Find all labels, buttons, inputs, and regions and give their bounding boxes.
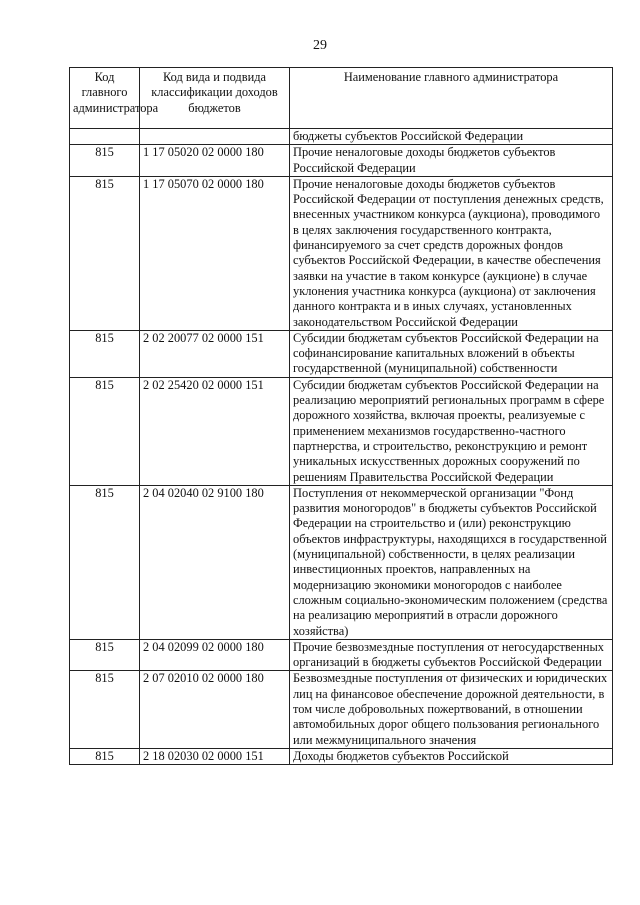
row-admin-name: Прочие неналоговые доходы бюджетов субъектов Российской Федерации от поступления денежных средств, внесенных участником конкурса (аукциона), проводимого в целях заключения государственного контракта, финансируемого за счет средств дорожных фондов субъектов Российской Федерации, в качестве обеспечения заявки на участие в таком конкурсе (аукционе) в случае уклонения участника конкурса (аукциона) от заключения данного контракта и в иных случаях, установленных законодательством Российской Федерации — [290, 176, 613, 330]
row-income-code: 2 04 02040 02 9100 180 — [140, 485, 290, 639]
table-row — [70, 671, 613, 748]
table-row — [70, 145, 613, 177]
row-admin-name: Поступления от некоммерческой организации "Фонд развития моногородов" в бюджеты субъектов Российской Федерации на строительство и (или) реконструкцию объектов инфраструктуры, находящихся в государственной (муниципальной) собственности, в целях реализации инвестиционных проектов, направленных на модернизацию экономики моногородов с наиболее сложным социально-экономическим положением (средства на реализацию мероприятий в отрасли дорожного хозяйства) — [290, 485, 613, 639]
row-income-code: 1 17 05070 02 0000 180 — [140, 176, 290, 330]
header-income-code: Код вида и подвида классификации доходов бюджетов — [140, 68, 290, 129]
row-admin-name: Прочие неналоговые доходы бюджетов субъектов Российской Федерации — [290, 145, 613, 177]
row-admin-code: 815 — [70, 176, 140, 330]
row-income-code: 2 04 02099 02 0000 180 — [140, 639, 290, 671]
row-admin-name: Прочие безвозмездные поступления от негосударственных организаций в бюджеты субъектов Российской Федерации — [290, 639, 613, 671]
row-admin-code: 815 — [70, 671, 140, 748]
continuation-code-cell — [140, 129, 290, 145]
row-income-code: 2 18 02030 02 0000 151 — [140, 748, 290, 764]
row-admin-code: 815 — [70, 145, 140, 177]
table-row — [70, 176, 613, 330]
header-admin-name: Наименование главного администратора — [290, 68, 613, 129]
row-income-code: 2 07 02010 02 0000 180 — [140, 671, 290, 748]
row-admin-code: 815 — [70, 377, 140, 485]
header-admin-code: Код главного администратора — [70, 68, 140, 129]
continuation-row — [70, 129, 613, 145]
row-income-code: 2 02 25420 02 0000 151 — [140, 377, 290, 485]
row-admin-name: Субсидии бюджетам субъектов Российской Федерации на реализацию мероприятий региональных программ в сфере дорожного хозяйства, включая проекты, реализуемые с применением механизмов государственно-частного партнерства, и строительство, реконструкцию и ремонт уникальных искусственных дорожных сооружений по решениям Правительства Российской Федерации — [290, 377, 613, 485]
row-income-code: 2 02 20077 02 0000 151 — [140, 330, 290, 377]
row-admin-code: 815 — [70, 748, 140, 764]
table-row — [70, 330, 613, 377]
row-admin-name: Субсидии бюджетам субъектов Российской Федерации на софинансирование капитальных вложений в объекты государственной (муниципальной) собственности — [290, 330, 613, 377]
row-admin-code: 815 — [70, 485, 140, 639]
table-header-row — [70, 68, 613, 129]
continuation-admin-cell — [70, 129, 140, 145]
row-admin-code: 815 — [70, 639, 140, 671]
row-admin-code: 815 — [70, 330, 140, 377]
table-row — [70, 639, 613, 671]
row-admin-name: Безвозмездные поступления от физических и юридических лиц на финансовое обеспечение дорожной деятельности, в том числе добровольных пожертвований, в отношении автомобильных дорог общего пользования регионального или межмуниципального значения — [290, 671, 613, 748]
page-number: 29 — [313, 38, 327, 53]
budget-income-table — [69, 67, 613, 765]
row-admin-name: Доходы бюджетов субъектов Российской — [290, 748, 613, 764]
continuation-name-cell: бюджеты субъектов Российской Федерации — [290, 129, 613, 145]
table-row — [70, 748, 613, 764]
table-row — [70, 377, 613, 485]
table-row — [70, 485, 613, 639]
row-income-code: 1 17 05020 02 0000 180 — [140, 145, 290, 177]
